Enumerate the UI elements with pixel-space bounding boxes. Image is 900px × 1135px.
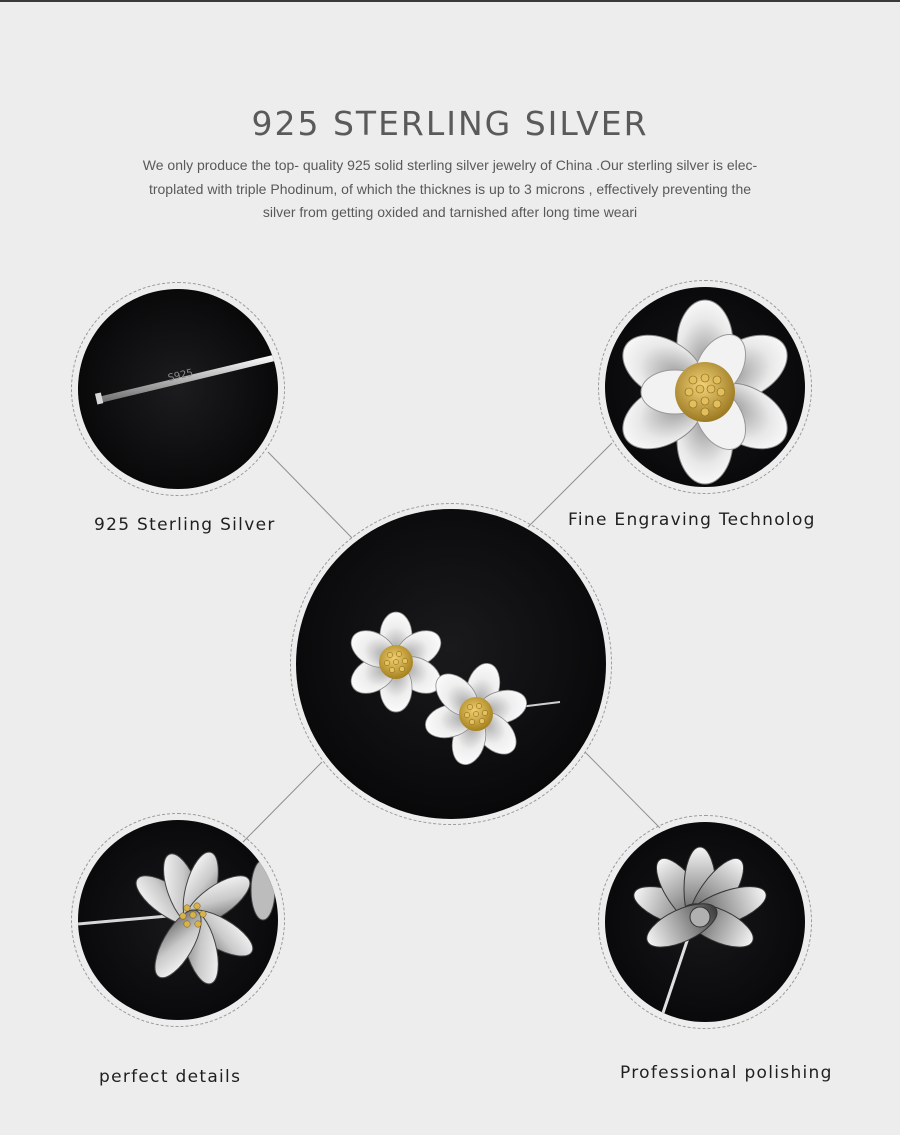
caption-fine-engraving: Fine Engraving Technolog xyxy=(568,510,816,530)
connector-line xyxy=(585,752,660,828)
page-title: 925 STERLING SILVER xyxy=(251,104,649,143)
connector-line xyxy=(243,762,322,842)
engraving-photo xyxy=(605,287,805,487)
stamp-text: S925 xyxy=(166,367,195,385)
main-product-photo xyxy=(296,509,606,819)
description-line: silver from getting oxided and tarnished after long time weari xyxy=(262,204,638,220)
stamp-photo xyxy=(78,289,278,489)
detail-photo xyxy=(78,820,278,1020)
description-line: troplated with triple Phodinum, of which the thicknes is up to 3 microns , effectively preventing the xyxy=(148,180,752,197)
caption-professional-polishing: Professional polishing xyxy=(620,1063,833,1083)
description-line: We only produce the top- quality 925 solid sterling silver jewelry of China .Our sterling silver is elec- xyxy=(142,157,758,173)
caption-sterling-silver: 925 Sterling Silver xyxy=(94,515,276,535)
connector-line xyxy=(268,452,352,538)
polishing-photo xyxy=(605,822,805,1022)
caption-perfect-details: perfect details xyxy=(99,1067,242,1087)
